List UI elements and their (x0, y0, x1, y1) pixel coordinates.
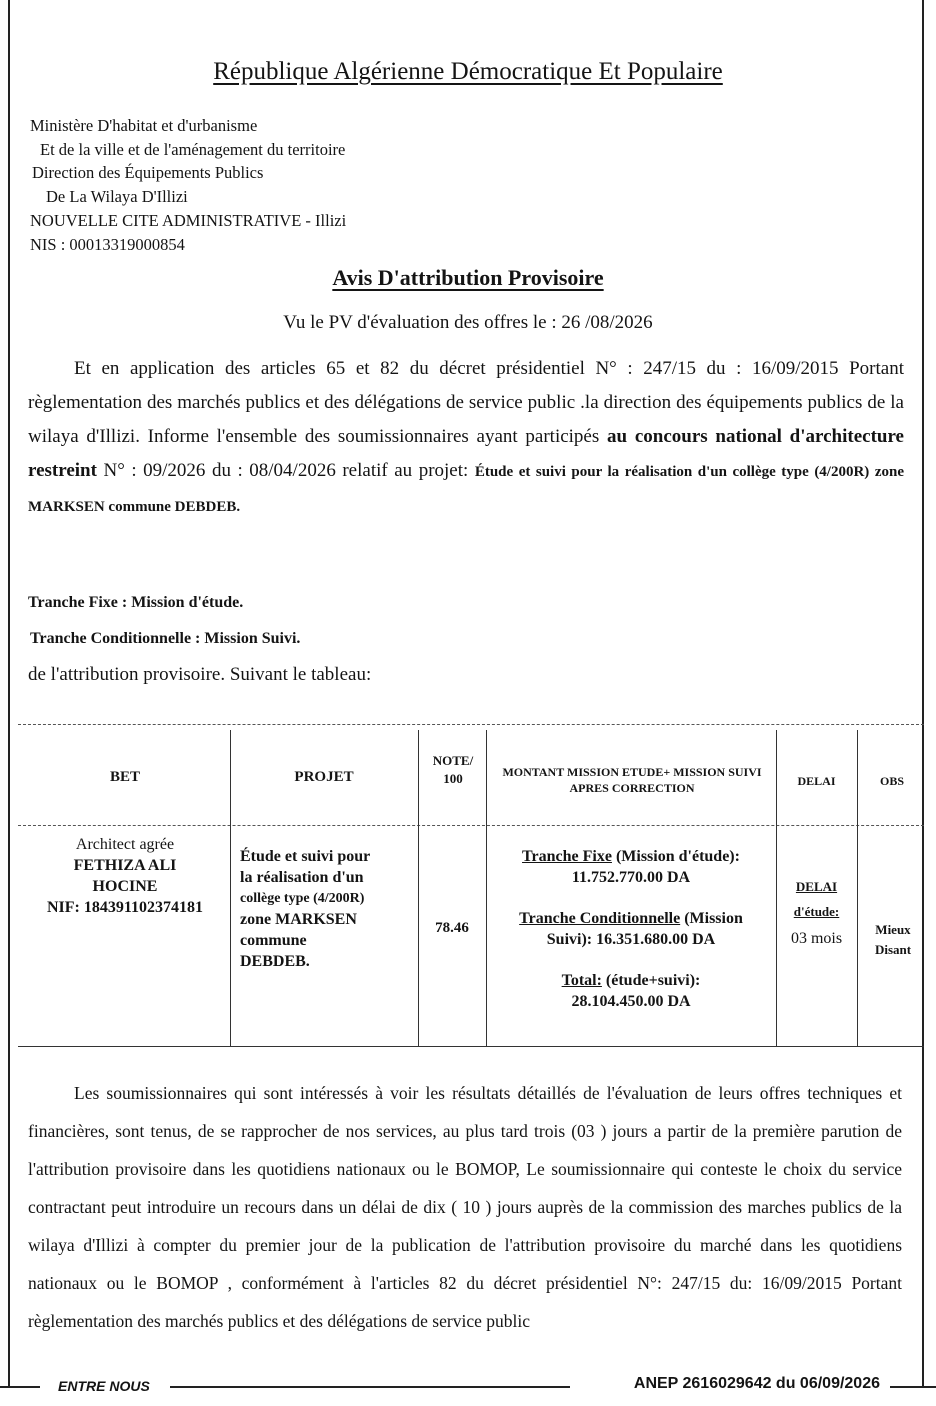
table-header-rule (18, 825, 924, 826)
projet-line: commune (240, 932, 307, 949)
paragraph-text: Et en application des articles 65 et 82 du décret présidentiel N° : 247/15 du : 16/09/2015 Portant règlementation des marchés publics et des délégations de service public .la direction des équipements publics de la wilaya d'Illizi. Informe l'ensemble des soumissionnaires ayant participés (28, 358, 904, 447)
page-border-left (8, 0, 10, 1388)
issuer-line: NOUVELLE CITE ADMINISTRATIVE - Illizi (30, 211, 347, 231)
footer-rule (170, 1386, 570, 1388)
tranche-fixe-line: Tranche Fixe : Mission d'étude. (28, 594, 244, 611)
total-text: (étude+suivi): (601, 972, 701, 989)
concours-label: au concours national d'architecture restreint (28, 426, 904, 481)
note-cell: 78.46 (435, 920, 469, 936)
column-divider (418, 730, 419, 1046)
header-montant: MONTANT MISSION ETUDE+ MISSION SUIVI APRES CORRECTION (502, 765, 762, 795)
page-border-right (922, 0, 924, 1388)
bet-line: HOCINE (92, 878, 158, 895)
delai-value: 03 mois (790, 930, 843, 947)
table-top-rule (18, 724, 924, 725)
projet-line: collège type (4/200R) (240, 891, 365, 906)
header-projet: PROJET (294, 769, 354, 785)
projet-line: zone MARKSEN (240, 911, 357, 928)
notice-paragraph (28, 352, 904, 524)
issuer-line: NIS : 00013319000854 (30, 234, 185, 254)
footer-rule (890, 1386, 936, 1388)
table-bottom-rule (18, 1046, 924, 1047)
delai-label: d'étude: (793, 904, 840, 919)
total-label: Total: (561, 972, 602, 989)
tranche-conditionnelle-line: Tranche Conditionnelle : Mission Suivi. (30, 630, 301, 647)
issuer-line: Et de la ville et de l'aménagement du territoire (40, 139, 346, 159)
notice-title: Avis D'attribution Provisoire (332, 265, 604, 290)
footer-publication: ENTRE NOUS (58, 1378, 150, 1394)
closing-text: Les soumissionnaires qui sont intéressés à voir les résultats détaillés de l'évaluation de leurs offres techniques et financières, sont tenus, de se rapprocher de nos services, au plus tard trois (03 ) jours a partir de la première parution de l'attribution provisoire dans les quotidiens nationaux ou le BOMOP, Le soumissionnaire qui conteste le choix du service contractant peut introduire un recours dans un délai de dix ( 10 ) jours auprès de la commission des marches publics de la wilaya d'Illizi à compter du premier jour de la publication de l'attribution provisoire du marché dans les quotidiens nationaux ou le BOMOP , conformément à l'articles 82 du décret présidentiel N°: 247/15 du: 16/09/2015 Portant règlementation des marchés publics et des délégations de service public (28, 1083, 902, 1331)
header-delai: DELAI (797, 774, 836, 788)
header-bet: BET (109, 769, 140, 785)
cond-amount: Suivi): 16.351.680.00 DA (546, 931, 716, 948)
obs-cell: Mieux Disant (874, 922, 912, 957)
footer-rule (0, 1386, 40, 1388)
total-amount: 28.104.450.00 DA (571, 993, 691, 1010)
delai-cell (776, 876, 857, 949)
header-obs: OBS (879, 774, 904, 788)
fixe-text: (Mission d'étude): (611, 848, 740, 865)
republic-title: République Algérienne Démocratique Et Populaire (213, 58, 723, 85)
project-description: Étude et suivi pour la réalisation d'un collège type (4/200R) zone MARKSEN commune DEBDEB. (28, 464, 904, 515)
bet-line: FETHIZA ALI (73, 857, 177, 874)
header-note: NOTE/ 100 (432, 753, 474, 786)
attribution-line: de l'attribution provisoire. Suivant le tableau: (28, 664, 372, 685)
delai-label: DELAI (795, 879, 838, 894)
cond-text: (Mission (680, 910, 743, 927)
projet-line: Étude et suivi pour (240, 848, 371, 865)
projet-line: la réalisation d'un (240, 869, 364, 886)
fixe-amount: 11.752.770.00 DA (571, 869, 691, 886)
paragraph-text: N° : 09/2026 du : 08/04/2026 relatif au projet: (96, 460, 475, 481)
closing-paragraph (28, 1074, 902, 1340)
projet-cell (240, 846, 412, 972)
issuer-line: Direction des Équipements Publics (32, 163, 264, 183)
pv-evaluation-line: Vu le PV d'évaluation des offres le : 26 /08/2026 (283, 312, 653, 333)
bet-line: Architect agrée (75, 836, 175, 853)
projet-line: DEBDEB. (240, 953, 310, 970)
issuer-line: Ministère D'habitat et d'urbanisme (30, 116, 258, 135)
issuer-line: De La Wilaya D'Illizi (46, 186, 188, 206)
footer-anep-reference: ANEP 2616029642 du 06/09/2026 (633, 1375, 880, 1392)
cond-label: Tranche Conditionnelle (519, 910, 681, 927)
fixe-label: Tranche Fixe (522, 848, 612, 865)
montant-cell (486, 846, 776, 1012)
bet-cell (20, 834, 230, 918)
issuer-block (30, 114, 346, 257)
bet-line: NIF: 184391102374181 (47, 899, 203, 916)
